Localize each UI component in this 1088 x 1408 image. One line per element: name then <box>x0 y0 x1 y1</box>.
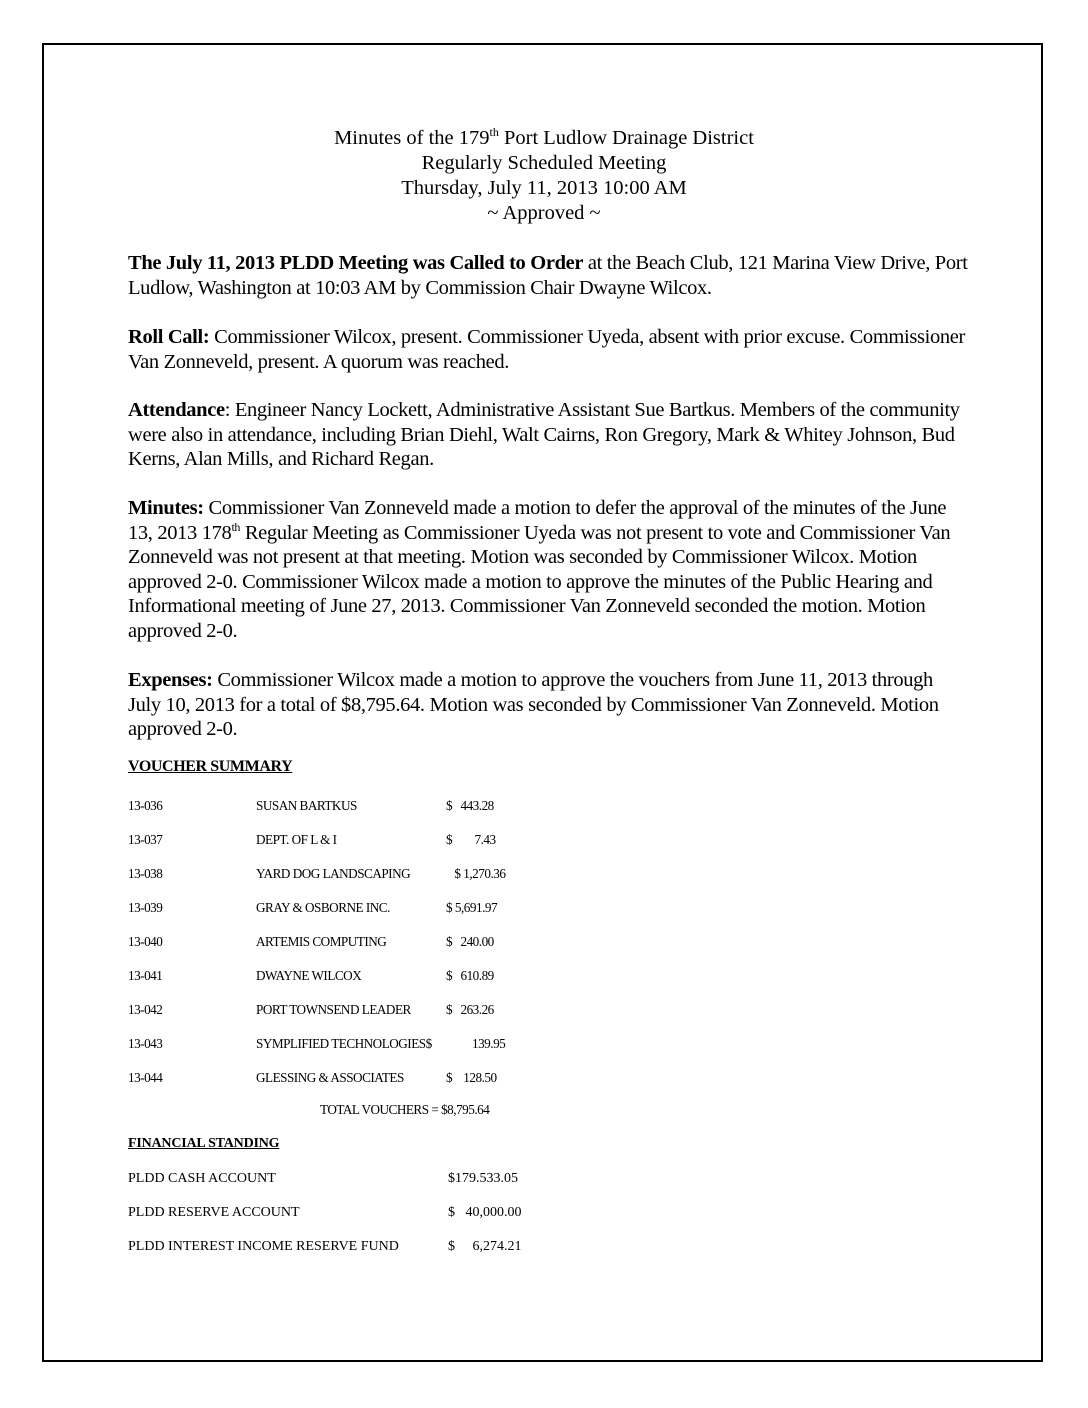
expenses-text: Commissioner Wilcox made a motion to approve the vouchers from June 11, 2013 through July 10, 2013 for a total of $8,795.64. Motion was seconded by Commissioner Van Zonneveld. Motion approved 2-0. <box>128 669 939 740</box>
account-amount: $179.533.05 <box>448 1171 518 1186</box>
voucher-amount: $ 5,691.97 <box>446 900 498 915</box>
minutes-superscript: th <box>231 519 241 534</box>
voucher-amount: $ 128.50 <box>446 1070 497 1085</box>
call-to-order-paragraph <box>128 251 968 300</box>
expenses-label: Expenses: <box>128 669 213 691</box>
voucher-id: 13-040 <box>128 934 163 949</box>
voucher-payee: DWAYNE WILCOX <box>256 968 362 983</box>
voucher-payee: DEPT. OF L & I <box>256 832 337 847</box>
voucher-payee: SUSAN BARTKUS <box>256 798 357 813</box>
voucher-total: TOTAL VOUCHERS = $8,795.64 <box>320 1102 490 1117</box>
voucher-amount: $ 443.28 <box>446 798 494 813</box>
title-line-3: Thursday, July 11, 2013 10:00 AM <box>401 177 687 199</box>
call-to-order-text: at the Beach Club, 121 Marina View Drive, Port Ludlow, Washington at 10:03 AM by Commission Chair Dwayne Wilcox. <box>128 252 968 299</box>
voucher-id: 13-038 <box>128 866 163 881</box>
title-line-1 <box>0 126 1088 151</box>
attendance-text: : Engineer Nancy Lockett, Administrative Assistant Sue Bartkus. Members of the community were also in attendance, including Brian Diehl, Walt Cairns, Ron Gregory, Mark & Whitey Johnson, Bud Kerns, Alan Mills, and Richard Regan. <box>128 399 960 470</box>
voucher-summary-heading: VOUCHER SUMMARY <box>128 758 293 775</box>
voucher-id: 13-042 <box>128 1002 163 1017</box>
voucher-amount: $ 7.43 <box>446 832 496 847</box>
attendance-label: Attendance <box>128 399 225 421</box>
voucher-payee: GLESSING & ASSOCIATES <box>256 1070 404 1085</box>
attendance-paragraph <box>128 398 968 472</box>
voucher-id: 13-044 <box>128 1070 163 1085</box>
account-amount: $ 6,274.21 <box>448 1239 522 1254</box>
roll-call-label: Roll Call: <box>128 326 210 348</box>
approval-status: ~ Approved ~ <box>487 202 601 224</box>
account-amount: $ 40,000.00 <box>448 1205 522 1220</box>
minutes-paragraph <box>128 496 968 643</box>
financial-standing-heading: FINANCIAL STANDING <box>128 1136 280 1151</box>
voucher-payee: SYMPLIFIED TECHNOLOGIES$ <box>256 1036 432 1051</box>
minutes-text-rest: Regular Meeting as Commissioner Uyeda was not present to vote and Commissioner Van Zonneveld was not present at that meeting. Motion was seconded by Commissioner Wilcox. Motion approved 2-0. Commissioner Wilcox made a motion to approve the minutes of the Public Hearing and Informational meeting of June 27, 2013. Commissioner Van Zonneveld seconded the motion. Motion approved 2-0. <box>128 521 951 642</box>
title-line-2: Regularly Scheduled Meeting <box>421 152 667 174</box>
roll-call-text: Commissioner Wilcox, present. Commissioner Uyeda, absent with prior excuse. Commissioner Van Zonneveld, present. A quorum was reached. <box>128 326 965 373</box>
voucher-id: 13-041 <box>128 968 163 983</box>
minutes-text: Commissioner Van Zonneveld made a motion to defer the approval of the minutes of the June 13, 2013 178 <box>128 497 947 544</box>
voucher-payee: GRAY & OSBORNE INC. <box>256 900 390 915</box>
voucher-id: 13-043 <box>128 1036 163 1051</box>
title-line-1-text: Minutes of the 179 <box>334 127 490 149</box>
voucher-amount: $ 263.26 <box>446 1002 494 1017</box>
roll-call-paragraph <box>128 325 968 374</box>
voucher-id: 13-037 <box>128 832 163 847</box>
title-superscript: th <box>489 125 499 139</box>
voucher-payee: YARD DOG LANDSCAPING <box>256 866 411 881</box>
minutes-label: Minutes: <box>128 497 204 519</box>
voucher-amount: $ 610.89 <box>446 968 494 983</box>
title-line-1-rest: Port Ludlow Drainage District <box>498 127 754 149</box>
voucher-amount: $ 1,270.36 <box>446 866 506 881</box>
voucher-amount: $ 240.00 <box>446 934 494 949</box>
voucher-payee: PORT TOWNSEND LEADER <box>256 1002 411 1017</box>
call-to-order-label: The July 11, 2013 PLDD Meeting was Called to Order <box>128 252 584 274</box>
account-name: PLDD INTEREST INCOME RESERVE FUND <box>128 1239 399 1254</box>
voucher-id: 13-039 <box>128 900 163 915</box>
account-name: PLDD RESERVE ACCOUNT <box>128 1205 300 1220</box>
expenses-paragraph <box>128 668 968 742</box>
voucher-payee: ARTEMIS COMPUTING <box>256 934 387 949</box>
account-name: PLDD CASH ACCOUNT <box>128 1171 276 1186</box>
voucher-id: 13-036 <box>128 798 163 813</box>
voucher-amount: 139.95 <box>458 1036 506 1051</box>
document-title <box>0 126 1088 226</box>
